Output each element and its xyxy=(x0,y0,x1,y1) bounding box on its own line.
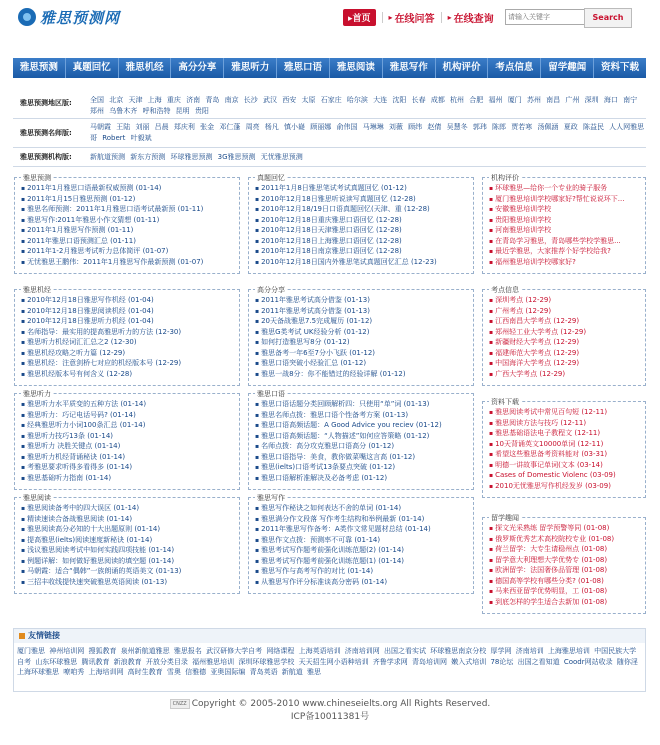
box-kouyu xyxy=(248,390,474,490)
bullet-icon: ▪ xyxy=(255,206,260,213)
list-item[interactable]: ▪ 名师点拨：高分攻克雅思口语高分 (01-12) xyxy=(255,442,395,450)
bullet-icon: ▪ xyxy=(21,248,26,255)
copyright-text: Copyright © 2005-2010 www.chineseielts.org All Rights Reserved. xyxy=(191,699,491,709)
list-item[interactable]: ▪ 雅思听力：巧记电话号码? (01-14) xyxy=(21,410,136,419)
bullet-icon: ▪ xyxy=(21,297,26,304)
list-item[interactable]: ▪ 雅思口语突破小经验汇总 (01-12) xyxy=(255,359,367,367)
bullet-icon: ▪ xyxy=(255,505,260,512)
box-kaodian xyxy=(482,286,646,386)
bullet-icon: ▪ xyxy=(255,370,260,378)
article-list xyxy=(15,498,239,587)
bullet-icon: ▪ xyxy=(21,453,26,461)
bullet-icon: ▪ xyxy=(255,248,260,255)
list-item[interactable]: ▪ 20天备战雅思7.5完成履历 (01-12) xyxy=(255,317,373,325)
list-item[interactable]: ▪ 贵阳雅思培训学校 xyxy=(489,215,552,224)
bullet-icon: ▪ xyxy=(21,547,26,554)
bullet-icon: ▪ xyxy=(489,588,494,595)
bullet-icon: ▪ xyxy=(489,195,494,203)
list-item[interactable]: ▪ 2010年12月18日重庆雅思口语回忆 (12-28) xyxy=(255,215,402,224)
bullet-icon: ▪ xyxy=(255,318,260,325)
list-item[interactable]: ▪ 雅思听力水平质变的五种方法 (01-14) xyxy=(21,400,147,408)
bullet-icon: ▪ xyxy=(21,505,26,512)
bullet-icon: ▪ xyxy=(255,401,260,408)
list-item[interactable]: ▪ 2010年12月18日国内外雅思笔试真题回忆汇总 (12-23) xyxy=(255,257,437,266)
bullet-icon: ▪ xyxy=(21,474,26,482)
list-item[interactable]: ▪ 2011年雅思口语预测汇总 (01-11) xyxy=(21,236,136,245)
article-list xyxy=(15,290,239,379)
bullet-icon: ▪ xyxy=(21,536,26,544)
bullet-icon: ▪ xyxy=(21,578,26,586)
list-item[interactable]: ▪ 无忧雅思王鹏伟：2011年1月雅思写作最新预测 (01-07) xyxy=(21,257,204,266)
nav-item-kouyu[interactable]: 雅思口语 xyxy=(277,58,330,78)
list-item[interactable]: ▪ 雅思考试写作题考前强化训练范题(2) (01-14) xyxy=(255,546,405,554)
bullet-icon: ▪ xyxy=(489,567,494,574)
search-button[interactable]: Search xyxy=(584,8,632,28)
list-item[interactable]: ▪ 雅思听力技巧13条 (01-14) xyxy=(21,431,114,440)
list-item[interactable]: ▪ 雅思G类考试 UK经验分析 (01-12) xyxy=(255,327,370,336)
top-links xyxy=(343,9,494,26)
home-button[interactable] xyxy=(343,9,376,26)
article-list xyxy=(15,394,239,483)
bullet-icon: ▪ xyxy=(21,195,26,203)
footer xyxy=(0,698,660,724)
list-item[interactable]: ▪ 雅思口语解析准解决及必备考虑 (01-12) xyxy=(255,473,388,482)
list-item[interactable]: ▪ 2010年12月18日雅思阅读机经 (01-04) xyxy=(21,306,154,315)
list-item[interactable]: ▪ 雅思口语高频话题：A Good Advice you reciev (01-12) xyxy=(255,421,442,429)
logo-icon xyxy=(18,8,36,26)
article-list xyxy=(249,290,473,379)
list-item[interactable]: ▪ 2011年雅思考试高分借鉴 (01-13) xyxy=(255,306,370,315)
org-label: 雅思预测机构版: xyxy=(20,153,72,161)
box-tingli xyxy=(14,390,240,490)
divider xyxy=(13,147,646,148)
list-item[interactable]: ▪ 2010年12月18日天津雅思口语回忆 (12-28) xyxy=(255,226,402,234)
bullet-icon: ▪ xyxy=(21,432,26,440)
friend-links-title: 友情链接 xyxy=(14,629,645,643)
list-item[interactable]: ▪ 最近学雅思，大家推荐个好学校给我? xyxy=(489,247,611,255)
nav-item-kaodian[interactable]: 考点信息 xyxy=(488,58,541,78)
box-yuedu xyxy=(14,494,240,594)
box-title: 雅思阅读 xyxy=(23,494,51,502)
article-list xyxy=(483,518,645,607)
nav-item-download[interactable]: 资料下载 xyxy=(601,62,640,73)
list-item[interactable]: ▪ 在青岛学习雅思，青岛哪些学校学雅思... xyxy=(489,236,621,245)
online-query-link[interactable]: 在线查询 xyxy=(453,14,494,25)
bullet-icon: ▪ xyxy=(255,432,260,440)
bullet-icon: ▪ xyxy=(255,227,260,234)
list-item[interactable]: ▪ 到底怎样的学生适合去新加 (01-08) xyxy=(489,597,608,606)
bullet-icon: ▪ xyxy=(21,557,26,565)
list-item[interactable]: ▪ Cases of Domestic Violenc (03-09) xyxy=(489,471,616,479)
list-item[interactable]: ▪ 安徽雅思培训学校 xyxy=(489,205,552,213)
nav-item-tingli[interactable]: 雅思听力 xyxy=(224,58,277,78)
bullet-icon: ▪ xyxy=(489,525,494,532)
bullet-icon: ▪ xyxy=(489,318,494,325)
list-item[interactable]: ▪ 俄罗斯优秀艺术高校院校专业 (01-08) xyxy=(489,534,615,543)
list-item[interactable]: ▪ 明德一讲故事记单词(文本 (03-14) xyxy=(489,460,603,469)
bullet-icon: ▪ xyxy=(489,297,494,304)
box-yuce xyxy=(14,174,240,274)
list-item[interactable]: ▪ 雅思机经：注意剑桥七对应的机经版本号 (12-29) xyxy=(21,359,182,367)
list-item[interactable]: ▪ 2010年12月18日雅思听力机经 (01-04) xyxy=(21,317,154,325)
bullet-icon: ▪ xyxy=(21,258,26,266)
list-item[interactable]: ▪ 2011年1月15日雅思预测 (01-12) xyxy=(21,194,136,203)
box-title: 雅思听力 xyxy=(23,390,51,398)
list-item[interactable]: ▪ 雅思口语话题分类回顾解析四：只使用“单”词 (01-13) xyxy=(255,400,430,408)
bullet-icon: ▪ xyxy=(255,185,260,192)
box-title: 留学趣闻 xyxy=(491,514,519,522)
box-title: 雅思写作 xyxy=(257,494,285,502)
list-item[interactable]: ▪ 2010年12月18日上海雅思口语回忆 (12-28) xyxy=(255,236,402,245)
list-item[interactable]: ▪ 雅思(ielts)口语考试13条要点突破 (01-12) xyxy=(255,463,396,471)
bullet-icon: ▪ xyxy=(489,216,494,224)
nav-item-yuedu[interactable]: 雅思阅读 xyxy=(330,58,383,78)
list-item[interactable]: ▪ 雅思阅读方法与技巧 (12-11) xyxy=(489,418,587,427)
list-item[interactable]: ▪ 雅思阅读考试中常见百句短 (12-11) xyxy=(489,408,608,416)
list-item[interactable]: ▪ 雅思口语指导：美食，教你做菜嘴这言高 (01-12) xyxy=(255,452,416,461)
bullet-icon: ▪ xyxy=(255,258,260,266)
teacher-label: 雅思预测名师版: xyxy=(20,129,72,137)
list-item[interactable]: ▪ 荷兰留学：大专生请稳州点 (01-08) xyxy=(489,545,608,553)
bullet-icon: ▪ xyxy=(255,515,260,523)
list-item[interactable]: ▪ 雅思备考一年6至7分小飞跃 (01-12) xyxy=(255,348,376,357)
article-list xyxy=(483,178,645,267)
bullet-icon: ▪ xyxy=(489,440,494,448)
nav-item-xiezuo[interactable]: 雅思写作 xyxy=(383,58,436,78)
list-item[interactable]: ▪ 三招丰收线提快速突破雅思英语阅读 (01-13) xyxy=(21,577,168,586)
friend-links xyxy=(13,628,646,692)
bullet-icon: ▪ xyxy=(255,237,260,245)
box-gaofen xyxy=(248,286,474,386)
nav-item-gaofen[interactable]: 高分分享 xyxy=(171,58,224,78)
list-item[interactable]: ▪ 浅议雅思阅读考试中如何实践四项技能 (01-14) xyxy=(21,546,175,554)
box-title: 真题回忆 xyxy=(257,174,285,182)
list-item[interactable]: ▪ 雅思写作:2011年雅思小作文猜想 (01-11) xyxy=(21,215,160,224)
article-list xyxy=(483,290,645,379)
list-item[interactable]: ▪ 江西南昌大学考点 (12-29) xyxy=(489,317,580,325)
teacher-links[interactable]: 马朝霞 王陆 刘丽 吕晨 郑庆利 张金 邓仁蓬 周亮 杨凡 慎小嶷 顾丽娜 俞伟国 马琳琳 刘薇 顾纬 赵倩 吴慧冬 郭玮 陈郎 贾若寒 汤佩涵 夏政 陈益民 人人网雅思哥 Robert 叶毅斌 xyxy=(90,123,645,142)
bullet-icon: ▪ xyxy=(255,307,260,315)
bullet-icon: ▪ xyxy=(255,557,260,565)
list-item[interactable]: ▪ 马朝霞：适合“偶韩”一族朗诵的英语美文 (01-13) xyxy=(21,567,182,575)
divider xyxy=(13,118,646,119)
list-item[interactable]: ▪ 广西大学考点 (12-29) xyxy=(489,369,566,378)
box-title: 考点信息 xyxy=(491,286,519,294)
main-nav xyxy=(13,58,646,78)
nav-item-jigou[interactable]: 机构评价 xyxy=(436,58,489,78)
region-label: 雅思预测地区版: xyxy=(20,99,72,107)
list-item[interactable]: ▪ 欧洲留学：法国奢侈品管理 (01-08) xyxy=(489,566,608,574)
list-item[interactable]: ▪ 探文光采熟练 留学预警等同 (01-08) xyxy=(489,524,610,532)
list-item[interactable]: ▪ 10天背诵英文10000单词 (12-11) xyxy=(489,439,604,448)
icp-number: ICP备10011381号 xyxy=(290,712,370,722)
bullet-icon: ▪ xyxy=(489,258,494,266)
list-item[interactable]: ▪ 经典雅思听力小词100条汇总 (01-14) xyxy=(21,421,146,429)
list-item[interactable]: ▪ 雅思听力机经词汇汇总之2 (12-30) xyxy=(21,338,137,346)
bullet-icon: ▪ xyxy=(489,248,494,255)
bullet-icon: ▪ xyxy=(21,237,26,245)
bullet-icon: ▪ xyxy=(255,328,260,336)
bullet-icon: ▪ xyxy=(255,443,260,450)
list-item[interactable]: ▪ 2010无忧雅思写作机经发岁 (03-09) xyxy=(489,481,611,490)
bullet-icon: ▪ xyxy=(255,568,260,575)
bullet-icon: ▪ xyxy=(489,598,494,606)
nav-item-liuxue[interactable]: 留学趣闻 xyxy=(541,58,594,78)
list-item[interactable]: ▪ 雅思写作秘诀之如何表达不舍的单词 (01-14) xyxy=(255,504,402,512)
list-item[interactable]: ▪ 郑州轻工业大学考点 (12-29) xyxy=(489,327,587,336)
box-title: 机构评价 xyxy=(491,174,519,182)
divider xyxy=(441,12,442,23)
list-item[interactable]: ▪ 名师指导：最实用的提高雅思听力的方法 (12-30) xyxy=(21,327,182,336)
bullet-icon: ▪ xyxy=(21,349,26,357)
home-label: 首页 xyxy=(352,14,371,24)
bullet-icon: ▪ xyxy=(21,206,26,213)
list-item[interactable]: ▪ 厦门雅思培训学校哪家好?帮忙说说环下... xyxy=(489,194,625,203)
list-item[interactable]: ▪ 从雅思写作评分标准谈高分密码 (01-14) xyxy=(255,577,388,586)
bullet-icon: ▪ xyxy=(21,318,26,325)
list-item[interactable]: ▪ 2011年1月8日雅思笔试考试真题回忆 (01-12) xyxy=(255,184,407,192)
bullet-icon: ▪ xyxy=(21,307,26,315)
list-item[interactable]: ▪ 新疆财经大学考点 (12-29) xyxy=(489,338,580,346)
list-item[interactable]: ▪ 中国海洋大学考点 (12-29) xyxy=(489,359,580,367)
bullet-icon: ▪ xyxy=(21,216,26,224)
list-item[interactable]: ▪ 考雅思要求听得多看得多 (01-14) xyxy=(21,463,133,471)
org-links[interactable]: 新航道预测 新东方预测 环球雅思预测 3G雅思预测 无忧雅思预测 xyxy=(90,153,303,161)
divider xyxy=(382,12,383,23)
bullet-icon: ▪ xyxy=(255,578,260,586)
list-item[interactable]: ▪ 雅思阅读高分必知的十大出题原则 (01-14) xyxy=(21,525,161,533)
article-list xyxy=(483,402,645,491)
list-item[interactable]: ▪ 如何打造雅思写8分 (01-12) xyxy=(255,338,350,346)
divider xyxy=(13,166,646,167)
list-item[interactable]: ▪ 精读速读合备战雅思阅读 (01-14) xyxy=(21,514,133,523)
list-item[interactable]: ▪ 深圳考点 (12-29) xyxy=(489,296,552,304)
bullet-icon: ▪ xyxy=(21,401,26,408)
bullet-icon: ▪ xyxy=(255,195,260,203)
search-input[interactable] xyxy=(505,9,586,25)
nav-item-yuce[interactable]: 雅思预测 xyxy=(13,58,66,78)
bullet-icon: ▪ xyxy=(21,464,26,471)
bullet-icon: ▪ xyxy=(489,535,494,543)
copyright xyxy=(0,698,660,711)
bullet-icon: ▪ xyxy=(489,307,494,315)
box-download xyxy=(482,398,646,498)
bullet-icon: ▪ xyxy=(255,216,260,224)
box-zhenti xyxy=(248,174,474,274)
friend-link-list[interactable]: 厦门雅思 神州培训网 搜狐教育 泉州新航道雅思 雅思报名 武汉研修大学自考 网络课程 上海英语培训 济南培训网 出国之看实试 环球雅思南京分校 厚学网 济南培训 上海雅思培训 中国民族大学自考 山东环球雅思 腾讯教育 新浪教育 开放分类目录 福州雅思培训 深圳环球雅思学校 天天招生网小语种培训 齐鲁学求网 青岛培训网 嫩入式培训 78论坛 出国之看知道 Coodr网站收录 随你淫 上海环球雅思 嘹咱秀 上海培训网 高时生教育 雪奥 信雅德 亚奥国际编 青岛英语 新航道 雅思 xyxy=(17,647,638,676)
bullet-icon: ▪ xyxy=(255,536,260,544)
list-item[interactable]: ▪ 2011年1月雅思写作预测 (01-11) xyxy=(21,226,134,234)
cnzz-badge[interactable]: CNZZ xyxy=(170,699,190,709)
list-item[interactable]: ▪ 2011年1月雅思口语最新权威预测 (01-14) xyxy=(21,184,162,192)
site-logo[interactable] xyxy=(18,6,168,28)
list-item[interactable]: ▪ 2010年12月18日雅思写作机经 (01-04) xyxy=(21,296,154,304)
bullet-icon: ▪ xyxy=(255,474,260,482)
arrow-icon: ▸ xyxy=(447,13,452,22)
bullet-icon: ▪ xyxy=(21,411,26,419)
nav-item-jijing[interactable]: 雅思机经 xyxy=(119,58,172,78)
list-item[interactable]: ▪ 雅思名师预测：2011年1月雅思口语考试最新预 (01-11) xyxy=(21,205,204,213)
list-item[interactable]: ▪ 2011年雅思考试高分借鉴 (01-13) xyxy=(255,296,370,304)
list-item[interactable]: ▪ 留学意大利理想大学优势专 (01-08) xyxy=(489,555,608,564)
box-title: 雅思预测 xyxy=(23,174,51,182)
list-item[interactable]: ▪ 例题详解：如何做好雅思阅读的填空题 (01-14) xyxy=(21,556,175,565)
list-item[interactable]: ▪ 2011年1-2月雅思考试听力总体简评 (01-07) xyxy=(21,247,169,255)
bullet-icon: ▪ xyxy=(255,349,260,357)
header xyxy=(0,0,660,58)
bullet-icon: ▪ xyxy=(255,411,260,419)
list-item[interactable]: ▪ 河南雅思培训学校 xyxy=(489,226,552,234)
nav-item-zhenti[interactable]: 真题回忆 xyxy=(66,58,119,78)
bullet-icon: ▪ xyxy=(21,568,26,575)
article-list xyxy=(249,178,473,267)
box-jigou xyxy=(482,174,646,274)
box-title: 高分分享 xyxy=(257,286,285,294)
bullet-icon: ▪ xyxy=(255,526,260,533)
home-arrow-icon: ▸ xyxy=(348,14,353,24)
list-item[interactable]: ▪ 雅思基础听力指南 (01-14) xyxy=(21,473,112,482)
list-item[interactable]: ▪ 2010年12月18日南京雅思口语回忆 (12-28) xyxy=(255,247,402,255)
bullet-icon: ▪ xyxy=(255,297,260,304)
list-item[interactable]: ▪ 雅思基础语法电子教程文 (12-11) xyxy=(489,429,601,437)
list-item[interactable]: ▪ 雅思阅读备考中的四大误区 (01-14) xyxy=(21,504,140,512)
bullet-icon: ▪ xyxy=(489,339,494,346)
bullet-icon: ▪ xyxy=(489,472,494,479)
article-list xyxy=(15,178,239,267)
list-item[interactable]: ▪ 雅思考试写作题考前强化训练范题(1) (01-14) xyxy=(255,556,405,565)
list-item[interactable]: ▪ 福建师范大学考点 (12-29) xyxy=(489,348,580,357)
box-title: 资料下载 xyxy=(491,398,519,406)
article-list xyxy=(249,394,473,483)
bullet-icon: ▪ xyxy=(21,339,26,346)
list-item[interactable]: ▪ 马来西亚留学优势明显，工 (01-08) xyxy=(489,587,608,595)
online-qa-link[interactable]: 在线问答 xyxy=(394,14,435,25)
bullet-icon: ▪ xyxy=(21,360,26,367)
list-item[interactable]: ▪ 德国高等学校有哪些分类? (01-08) xyxy=(489,576,604,585)
bullet-icon: ▪ xyxy=(21,370,26,378)
article-list xyxy=(249,498,473,587)
bullet-icon: ▪ xyxy=(255,547,260,554)
list-item[interactable]: ▪ 雅思口语高频话题：“人物描述”如何应答策略 (01-12) xyxy=(255,431,430,440)
bullet-icon: ▪ xyxy=(489,227,494,234)
bullet-icon: ▪ xyxy=(489,206,494,213)
bullet-icon: ▪ xyxy=(21,443,26,450)
box-liuxue xyxy=(482,514,646,614)
box-title: 雅思机经 xyxy=(23,286,51,294)
bullet-icon: ▪ xyxy=(489,577,494,585)
list-item[interactable]: ▪ 福州雅思培训学校哪家好? xyxy=(489,257,576,266)
list-item[interactable]: ▪ 雅思写作与高考写作的对比 (01-14) xyxy=(255,567,374,575)
bullet-icon: ▪ xyxy=(489,546,494,553)
bullet-icon: ▪ xyxy=(21,422,26,429)
bullet-icon: ▪ xyxy=(21,515,26,523)
bullet-icon: ▪ xyxy=(489,419,494,427)
list-item[interactable]: ▪ 希望这些雅思备考资料能对 (03-31) xyxy=(489,450,608,458)
bullet-icon: ▪ xyxy=(489,451,494,458)
bullet-icon: ▪ xyxy=(489,461,494,469)
region-links[interactable]: 全国 北京 天津 上海 重庆 济南 青岛 南京 长沙 武汉 西安 太原 石家庄 哈尔滨 大连 沈阳 长春 成都 杭州 合肥 福州 厦门 苏州 南昌 广州 深圳 海口 南宁 郑州 乌鲁木齐 呼和浩特 昆明 贵阳 xyxy=(90,96,638,115)
list-item[interactable]: ▪ 环球雅思—给你一个专业的骑子服务 xyxy=(489,184,608,192)
list-item[interactable]: ▪ 雅思满分作文段落 写作考生结构和举例最新 (01-14) xyxy=(255,514,425,523)
list-item[interactable]: ▪ 广州考点 (12-29) xyxy=(489,306,552,315)
box-xiezuo xyxy=(248,494,474,594)
bullet-icon: ▪ xyxy=(489,185,494,192)
list-item[interactable]: ▪ 雅思听力 决胜关键点 (01-14) xyxy=(21,442,121,450)
bullet-icon: ▪ xyxy=(489,482,494,490)
arrow-icon: ▸ xyxy=(388,13,393,22)
bullet-icon: ▪ xyxy=(255,453,260,461)
list-item[interactable]: ▪ 雅思机经版本号有何含义 (12-28) xyxy=(21,369,133,378)
bullet-icon: ▪ xyxy=(489,349,494,357)
list-item[interactable]: ▪ 雅思听力机经背诵秘诀 (01-14) xyxy=(21,452,126,461)
bullet-icon: ▪ xyxy=(21,526,26,533)
bullet-icon: ▪ xyxy=(489,360,494,367)
bullet-icon: ▪ xyxy=(21,328,26,336)
bullet-icon: ▪ xyxy=(255,339,260,346)
list-item[interactable]: ▪ 提高雅思(ielts)阅读速度新秘诀 (01-14) xyxy=(21,535,153,544)
box-jijing xyxy=(14,286,240,386)
bullet-icon: ▪ xyxy=(255,422,260,429)
bullet-icon: ▪ xyxy=(489,328,494,336)
list-item[interactable]: ▪ 雅思作文点拨：预测率不可靠 (01-14) xyxy=(255,535,381,544)
bullet-icon: ▪ xyxy=(21,227,26,234)
list-item[interactable]: ▪ 雅思名师点拨：雅思口语个性备考方案 (01-13) xyxy=(255,410,409,419)
bullet-icon: ▪ xyxy=(489,370,494,378)
list-item[interactable]: ▪ 雅思一战8分：你不能错过的经验详解 (01-12) xyxy=(255,369,406,378)
list-item[interactable]: ▪ 2010年12月18日雅思听说读写真题回忆 (12-28) xyxy=(255,194,416,203)
box-title: 雅思口语 xyxy=(257,390,285,398)
bullet-icon: ▪ xyxy=(489,430,494,437)
bullet-icon: ▪ xyxy=(489,237,494,245)
logo-text: 雅思预测网 xyxy=(40,8,121,27)
list-item[interactable]: ▪ 雅思机经攻略之听力篇 (12-29) xyxy=(21,348,126,357)
list-item[interactable]: ▪ 2010年12月18/19日口语真题回忆(天津、重 (12-28) xyxy=(255,205,430,213)
bullet-icon: ▪ xyxy=(255,360,260,367)
bullet-icon: ▪ xyxy=(489,409,494,416)
bullet-icon: ▪ xyxy=(21,185,26,192)
list-item[interactable]: ▪ 2011年雅思写作备考：A类作文常见题材总结 (01-14) xyxy=(255,525,431,533)
bullet-icon: ▪ xyxy=(489,556,494,564)
bullet-icon: ▪ xyxy=(255,464,260,471)
